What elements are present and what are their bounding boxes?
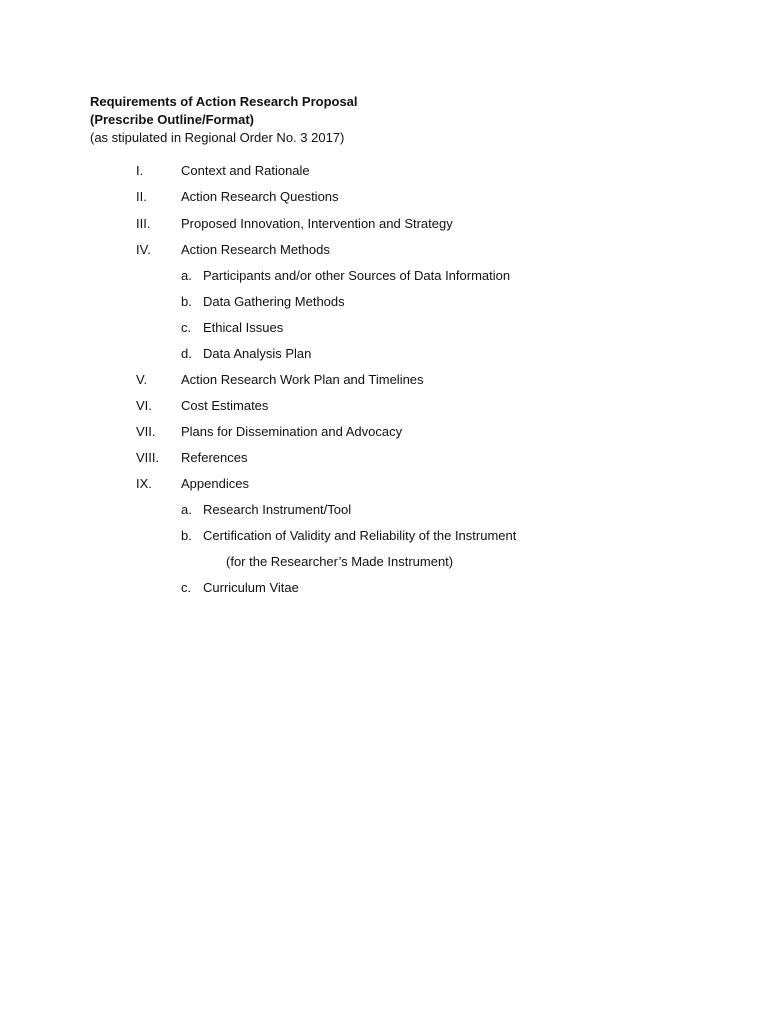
outline-sub-letter: c. — [181, 320, 192, 335]
outline-subitem-iv-c — [0, 319, 768, 337]
outline-subitem-ix-c — [0, 579, 768, 597]
outline-item-iv — [0, 241, 768, 259]
document-heading — [90, 93, 690, 147]
outline-sub-text: Ethical Issues — [203, 320, 284, 335]
outline-sub-text: Data Gathering Methods — [203, 294, 345, 309]
outline-item-text: References — [181, 450, 248, 465]
outline-numeral: III. — [136, 216, 151, 231]
document-title: Requirements of Action Research Proposal — [90, 94, 358, 109]
outline-item-text: Context and Rationale — [181, 163, 310, 178]
document-subtitle: (Prescribe Outline/Format) — [90, 112, 254, 127]
outline-item-viii — [0, 449, 768, 467]
outline-numeral: II. — [136, 189, 147, 204]
outline-sub-letter: a. — [181, 268, 192, 283]
outline-sub-text: Curriculum Vitae — [203, 580, 299, 595]
outline-numeral: IV. — [136, 242, 151, 257]
outline-subitem-ix-a — [0, 501, 768, 519]
outline-numeral: VIII. — [136, 450, 160, 465]
outline-item-iii — [0, 215, 768, 233]
outline-item-ii — [0, 188, 768, 206]
outline-item-text: Action Research Questions — [181, 189, 339, 204]
outline-sub-text: Research Instrument/Tool — [203, 502, 352, 517]
outline-item-text: Appendices — [181, 476, 249, 491]
outline-sub-letter: d. — [181, 346, 192, 361]
outline-numeral: IX. — [136, 476, 152, 491]
document-note: (as stipulated in Regional Order No. 3 2017) — [90, 130, 345, 145]
outline-item-text: Proposed Innovation, Intervention and Strategy — [181, 216, 453, 231]
outline-subitem-iv-d — [0, 345, 768, 363]
outline-numeral: VI. — [136, 398, 152, 413]
outline-item-text: Cost Estimates — [181, 398, 269, 413]
outline-item-v — [0, 371, 768, 389]
outline-numeral: I. — [136, 163, 144, 178]
outline-item-text: Action Research Methods — [181, 242, 330, 257]
outline-numeral: VII. — [136, 424, 156, 439]
outline-sub-letter: c. — [181, 580, 192, 595]
outline-item-vi — [0, 397, 768, 415]
outline-sub-letter: a. — [181, 502, 192, 517]
outline-numeral: V. — [136, 372, 148, 387]
outline-sub-letter: b. — [181, 528, 192, 543]
outline-item-i — [0, 162, 768, 180]
outline-subitem-iv-a — [0, 267, 768, 285]
outline-sub-text: Participants and/or other Sources of Data Information — [203, 268, 511, 283]
outline-subitem-ix-b-continuation — [0, 553, 768, 571]
outline-item-ix — [0, 475, 768, 493]
outline-item-text: Action Research Work Plan and Timelines — [181, 372, 424, 387]
outline-sub-text: Data Analysis Plan — [203, 346, 312, 361]
outline-subitem-iv-b — [0, 293, 768, 311]
outline-item-text: Plans for Dissemination and Advocacy — [181, 424, 403, 439]
outline-sub-letter: b. — [181, 294, 192, 309]
outline-sub-text: Certification of Validity and Reliability of the Instrument — [203, 528, 517, 543]
outline-item-vii — [0, 423, 768, 441]
outline-sub-continuation: (for the Researcher’s Made Instrument) — [226, 554, 454, 569]
outline-subitem-ix-b — [0, 527, 768, 545]
